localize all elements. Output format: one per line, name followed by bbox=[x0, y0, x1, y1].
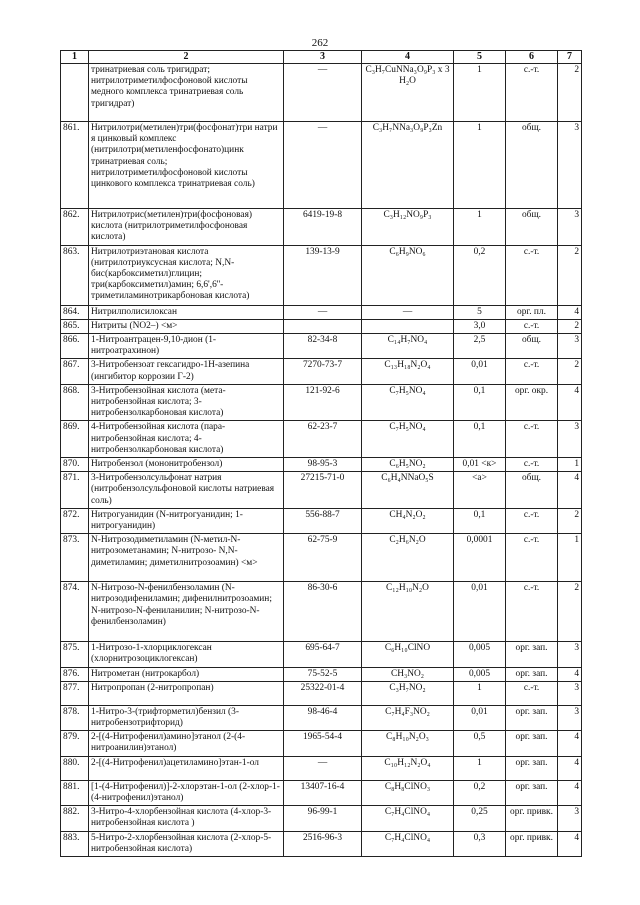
hazard-class: 4 bbox=[558, 472, 582, 509]
chemical-formula: C₃H₇NO₂ bbox=[362, 681, 454, 705]
row-number: 876. bbox=[61, 667, 89, 681]
substance-name: тринатриевая соль тригидрат; нитрилотриметилфосфоновой кислоты медного комплекса тринатриевая соль тригидрат) bbox=[89, 64, 284, 122]
column-header: 6 bbox=[506, 51, 558, 64]
hazard-indicator: орг. окр. bbox=[506, 384, 558, 421]
cas-number: 27215-71-0 bbox=[284, 472, 362, 509]
table-row bbox=[61, 122, 582, 209]
row-number: 883. bbox=[61, 831, 89, 856]
cas-number: 98-46-4 bbox=[284, 705, 362, 730]
chemical-formula: C₆H₅NO₂ bbox=[362, 458, 454, 472]
row-number: 864. bbox=[61, 305, 89, 319]
cas-number: 25322-01-4 bbox=[284, 681, 362, 705]
limit-value: 1 bbox=[454, 64, 506, 122]
limit-value: 0,01 <к> bbox=[454, 458, 506, 472]
hazard-indicator: общ. bbox=[506, 122, 558, 209]
substance-name: [1-(4-Нитрофенил)]-2-хлорэтан-1-ол (2-хлор-1-(4-нитрофенил)этанол) bbox=[89, 780, 284, 805]
hazard-indicator: с.-т. bbox=[506, 319, 558, 333]
table-row bbox=[61, 508, 582, 533]
row-number: 870. bbox=[61, 458, 89, 472]
table-row bbox=[61, 756, 582, 780]
hazard-indicator: с.-т. bbox=[506, 508, 558, 533]
cas-number: 13407-16-4 bbox=[284, 780, 362, 805]
table-row bbox=[61, 384, 582, 421]
limit-value: 1 bbox=[454, 122, 506, 209]
column-header: 1 bbox=[61, 51, 89, 64]
row-number: 868. bbox=[61, 384, 89, 421]
hazard-class: 4 bbox=[558, 305, 582, 319]
table-row bbox=[61, 582, 582, 642]
chemical-formula: C₇H₄ClNO₄ bbox=[362, 806, 454, 831]
limit-value: 0,25 bbox=[454, 806, 506, 831]
row-number: 877. bbox=[61, 681, 89, 705]
row-number bbox=[61, 64, 89, 122]
hazard-class: 3 bbox=[558, 642, 582, 667]
row-number: 872. bbox=[61, 508, 89, 533]
hazard-indicator: с.-т. bbox=[506, 681, 558, 705]
limit-value: 0,1 bbox=[454, 384, 506, 421]
hazard-indicator: с.-т. bbox=[506, 458, 558, 472]
substance-name: 5-Нитро-2-хлорбензойная кислота (2-хлор-5-нитробензойная кислота) bbox=[89, 831, 284, 856]
substance-name: 3-Нитробензолсульфонат натрия (нитробензолсульфоновой кислоты натриевая соль) bbox=[89, 472, 284, 509]
row-number: 874. bbox=[61, 582, 89, 642]
cas-number: — bbox=[284, 756, 362, 780]
limit-value: 0,005 bbox=[454, 642, 506, 667]
cas-number: — bbox=[284, 122, 362, 209]
hazard-class: 4 bbox=[558, 667, 582, 681]
substance-name: Нитрилполисилоксан bbox=[89, 305, 284, 319]
row-number: 865. bbox=[61, 319, 89, 333]
hazard-class: 2 bbox=[558, 319, 582, 333]
cas-number: 96-99-1 bbox=[284, 806, 362, 831]
table-row bbox=[61, 731, 582, 756]
hazard-class: 4 bbox=[558, 780, 582, 805]
hazard-indicator: орг. пл. bbox=[506, 305, 558, 319]
chemical-formula: CH₄N₂O₂ bbox=[362, 508, 454, 533]
hazard-indicator: с.-т. bbox=[506, 245, 558, 305]
row-number: 867. bbox=[61, 359, 89, 384]
chemical-formula: C₆H₁₀ClNO bbox=[362, 642, 454, 667]
substance-name: 1-Нитрозо-1-хлорциклогексан (хлорнитрозоциклогексан) bbox=[89, 642, 284, 667]
chemical-formula: — bbox=[362, 305, 454, 319]
hazard-indicator: орг. зап. bbox=[506, 642, 558, 667]
limit-value: 3,0 bbox=[454, 319, 506, 333]
row-number: 882. bbox=[61, 806, 89, 831]
chemical-formula: C₂H₆N₂O bbox=[362, 534, 454, 582]
table-row bbox=[61, 705, 582, 730]
chemical-formula: C₆H₉NO₆ bbox=[362, 245, 454, 305]
table-row bbox=[61, 359, 582, 384]
cas-number: 1965-54-4 bbox=[284, 731, 362, 756]
hazard-class: 1 bbox=[558, 534, 582, 582]
substance-name: N-Нитрозодиметиламин (N-метил-N-нитрозометанамин; N-нитрозо- N,N-диметиламин; диметилнитрозоамин) <м> bbox=[89, 534, 284, 582]
chemical-formula: C₃H₁₂NO₉P₃ bbox=[362, 209, 454, 246]
hazard-indicator: общ. bbox=[506, 472, 558, 509]
column-header: 7 bbox=[558, 51, 582, 64]
hazard-class: 4 bbox=[558, 731, 582, 756]
hazard-class: 2 bbox=[558, 245, 582, 305]
cas-number: 75-52-5 bbox=[284, 667, 362, 681]
column-header: 3 bbox=[284, 51, 362, 64]
table-row bbox=[61, 245, 582, 305]
chemical-formula: C₁₃H₁₈N₂O₄ bbox=[362, 359, 454, 384]
row-number: 861. bbox=[61, 122, 89, 209]
substance-name: Нитрометан (нитрокарбол) bbox=[89, 667, 284, 681]
substance-name: Нитриты (NO2–) <м> bbox=[89, 319, 284, 333]
cas-number: 98-95-3 bbox=[284, 458, 362, 472]
row-number: 875. bbox=[61, 642, 89, 667]
hazard-class: 3 bbox=[558, 334, 582, 359]
table-row bbox=[61, 319, 582, 333]
substance-name: 3-Нитробензоат гексагидро-1Н-азепина (ингибитор коррозии Г-2) bbox=[89, 359, 284, 384]
substance-name: Нитропропан (2-нитропропан) bbox=[89, 681, 284, 705]
limit-value: 0,1 bbox=[454, 421, 506, 458]
hazard-class: 4 bbox=[558, 831, 582, 856]
cas-number: 2516-96-3 bbox=[284, 831, 362, 856]
table-row bbox=[61, 642, 582, 667]
limit-value: 5 bbox=[454, 305, 506, 319]
hazard-class: 2 bbox=[558, 359, 582, 384]
row-number: 880. bbox=[61, 756, 89, 780]
cas-number: 6419-19-8 bbox=[284, 209, 362, 246]
table-row bbox=[61, 209, 582, 246]
substance-name: Нитрилотри(метилен)три(фосфонат)три натри я цинковый комплекс (нитрилотри(метиленфосфонато)цинк тринатриевая соль; нитрилотриметилфосфоновой кислоты цинкового комплекса тринатриевая соль) bbox=[89, 122, 284, 209]
substance-name: 1-Нитроантрацен-9,10-дион (1-нитроатрахинон) bbox=[89, 334, 284, 359]
limit-value: 1 bbox=[454, 681, 506, 705]
column-header: 5 bbox=[454, 51, 506, 64]
chemical-formula: C₈H₈ClNO₃ bbox=[362, 780, 454, 805]
hazard-indicator: общ. bbox=[506, 334, 558, 359]
hazard-indicator: орг. зап. bbox=[506, 756, 558, 780]
cas-number: 139-13-9 bbox=[284, 245, 362, 305]
chemical-formula: C₆H₄NNaO₅S bbox=[362, 472, 454, 509]
chemical-formula: C₁₄H₇NO₄ bbox=[362, 334, 454, 359]
cas-number: 7270-73-7 bbox=[284, 359, 362, 384]
row-number: 879. bbox=[61, 731, 89, 756]
page-number: 262 bbox=[311, 37, 329, 49]
limit-value: 0,2 bbox=[454, 245, 506, 305]
table-row bbox=[61, 458, 582, 472]
substance-name: 3-Нитробензойная кислота (мета-нитробензойная кислота; 3-нитробензолкарбоновая кислота) bbox=[89, 384, 284, 421]
cas-number: 121-92-6 bbox=[284, 384, 362, 421]
substance-name: Нитрилотриэтановая кислота (нитрилотриуксусная кислота; N,N-бис(карбоксиметил)глицин; три(карбоксиметил)амин; 6,6',6''-триметиламинотрикарбоновая кислота) bbox=[89, 245, 284, 305]
limit-value: 0,1 bbox=[454, 508, 506, 533]
chemical-formula: C₈H₁₀N₂O₃ bbox=[362, 731, 454, 756]
substance-name: Нитрилотрис(метилен)три(фосфоновая) кислота (нитрилотриметилфосфоновая кислота) bbox=[89, 209, 284, 246]
substance-name: 2-[(4-Нитрофенил)амино]этанол (2-(4-нитроанилин)этанол) bbox=[89, 731, 284, 756]
hazard-class: 3 bbox=[558, 806, 582, 831]
hazard-class: 3 bbox=[558, 705, 582, 730]
table-row bbox=[61, 472, 582, 509]
hazard-indicator: с.-т. bbox=[506, 582, 558, 642]
row-number: 863. bbox=[61, 245, 89, 305]
table-row bbox=[61, 64, 582, 122]
hazard-indicator: с.-т. bbox=[506, 359, 558, 384]
cas-number: — bbox=[284, 64, 362, 122]
substance-name: Нитрогуанидин (N-нитрогуанидин; 1-нитрогуанидин) bbox=[89, 508, 284, 533]
cas-number: 695-64-7 bbox=[284, 642, 362, 667]
hazard-indicator: орг. зап. bbox=[506, 780, 558, 805]
hazard-indicator: орг. зап. bbox=[506, 667, 558, 681]
hazard-class: 4 bbox=[558, 384, 582, 421]
limit-value: <а> bbox=[454, 472, 506, 509]
limit-value: 1 bbox=[454, 756, 506, 780]
cas-number: — bbox=[284, 305, 362, 319]
table-row bbox=[61, 534, 582, 582]
row-number: 862. bbox=[61, 209, 89, 246]
limit-value: 0,005 bbox=[454, 667, 506, 681]
row-number: 869. bbox=[61, 421, 89, 458]
table-row bbox=[61, 334, 582, 359]
hazard-class: 4 bbox=[558, 756, 582, 780]
hazard-indicator: с.-т. bbox=[506, 534, 558, 582]
limit-value: 0,0001 bbox=[454, 534, 506, 582]
row-number: 873. bbox=[61, 534, 89, 582]
column-header: 4 bbox=[362, 51, 454, 64]
column-header: 2 bbox=[89, 51, 284, 64]
hazard-indicator: орг. привк. bbox=[506, 806, 558, 831]
table-row bbox=[61, 421, 582, 458]
chemical-formula: C₃H₇NNa₃O₉P₃Zn bbox=[362, 122, 454, 209]
limit-value: 1 bbox=[454, 209, 506, 246]
limit-value: 0,01 bbox=[454, 359, 506, 384]
chemical-formula: C₃H₇CuNNa₃O₉P₃ x 3 H₂O bbox=[362, 64, 454, 122]
cas-number: 62-75-9 bbox=[284, 534, 362, 582]
limit-value: 0,01 bbox=[454, 582, 506, 642]
row-number: 866. bbox=[61, 334, 89, 359]
table-row bbox=[61, 305, 582, 319]
table-row bbox=[61, 806, 582, 831]
hazard-indicator: орг. зап. bbox=[506, 705, 558, 730]
chemical-formula bbox=[362, 319, 454, 333]
chemical-formula: C₁₂H₁₀N₂O bbox=[362, 582, 454, 642]
limit-value: 2,5 bbox=[454, 334, 506, 359]
hazard-class: 3 bbox=[558, 681, 582, 705]
substance-name: 1-Нитро-3-(трифторметил)бензил (3-нитробензотрифторид) bbox=[89, 705, 284, 730]
row-number: 871. bbox=[61, 472, 89, 509]
limit-value: 0,5 bbox=[454, 731, 506, 756]
substance-name: 4-Нитробензойная кислота (пара-нитробензойная кислота; 4-нитробензолкарбоновая кислота) bbox=[89, 421, 284, 458]
hazard-class: 3 bbox=[558, 209, 582, 246]
hazard-indicator: с.-т. bbox=[506, 421, 558, 458]
chemical-formula: C₇H₄F₃NO₂ bbox=[362, 705, 454, 730]
cas-number bbox=[284, 319, 362, 333]
hazard-class: 3 bbox=[558, 421, 582, 458]
table-row bbox=[61, 831, 582, 856]
substance-name: 2-[(4-Нитрофенил)ацетиламино]этан-1-ол bbox=[89, 756, 284, 780]
hazard-indicator: орг. зап. bbox=[506, 731, 558, 756]
limit-value: 0,3 bbox=[454, 831, 506, 856]
chemical-formula: C₇H₅NO₄ bbox=[362, 421, 454, 458]
hazard-class: 2 bbox=[558, 582, 582, 642]
substance-name: Нитробензол (мононитробензол) bbox=[89, 458, 284, 472]
table-row bbox=[61, 667, 582, 681]
hazard-indicator: орг. привк. bbox=[506, 831, 558, 856]
substance-name: 3-Нитро-4-хлорбензойная кислота (4-хлор-3-нитробензойная кислота ) bbox=[89, 806, 284, 831]
hazard-indicator: общ. bbox=[506, 209, 558, 246]
hazard-class: 1 bbox=[558, 458, 582, 472]
cas-number: 86-30-6 bbox=[284, 582, 362, 642]
chemical-formula: C₁₀H₁₂N₂O₄ bbox=[362, 756, 454, 780]
chemical-formula: CH₃NO₂ bbox=[362, 667, 454, 681]
chemical-formula: C₇H₄ClNO₄ bbox=[362, 831, 454, 856]
hazard-class: 2 bbox=[558, 64, 582, 122]
chemical-formula: C₇H₅NO₄ bbox=[362, 384, 454, 421]
hazard-indicator: с.-т. bbox=[506, 64, 558, 122]
cas-number: 82-34-8 bbox=[284, 334, 362, 359]
limit-value: 0,01 bbox=[454, 705, 506, 730]
cas-number: 62-23-7 bbox=[284, 421, 362, 458]
table-header-row bbox=[61, 51, 582, 64]
limit-value: 0,2 bbox=[454, 780, 506, 805]
row-number: 881. bbox=[61, 780, 89, 805]
table-row bbox=[61, 780, 582, 805]
row-number: 878. bbox=[61, 705, 89, 730]
substance-name: N-Нитрозо-N-фенилбензоламин (N-нитрозодифениламин; дифенилнитрозоамин; N-нитрозо-N-фениланилин; N-нитрозо-N-фенилбензоламин) bbox=[89, 582, 284, 642]
hygiene-standards-table bbox=[60, 50, 582, 857]
hazard-class: 2 bbox=[558, 508, 582, 533]
hazard-class: 3 bbox=[558, 122, 582, 209]
cas-number: 556-88-7 bbox=[284, 508, 362, 533]
table-row bbox=[61, 681, 582, 705]
